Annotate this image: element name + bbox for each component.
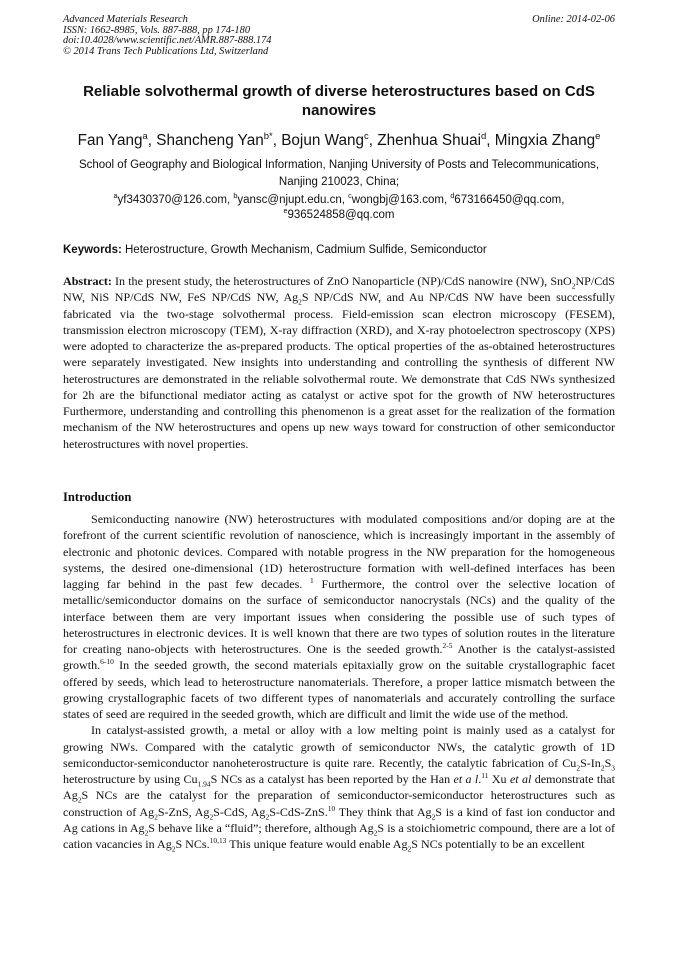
section-heading-introduction: Introduction xyxy=(63,490,132,504)
paper-title: Reliable solvothermal growth of diverse heterostructures based on CdS nanowires xyxy=(83,83,595,119)
journal-header xyxy=(63,15,615,57)
issn-line: ISSN: 1662-8985, Vols. 887-888, pp 174-180 xyxy=(63,24,251,36)
online-date: Online: 2014-02-06 xyxy=(532,14,615,25)
keywords-text: Heterostructure, Growth Mechanism, Cadmium Sulfide, Semiconductor xyxy=(121,244,487,256)
author-marker: d xyxy=(481,130,487,142)
email-address: 936524858@qq.com xyxy=(287,209,395,221)
author-marker: e xyxy=(595,130,601,142)
paragraph: In catalyst-assisted growth, a metal or alloy with a low melting point is mainly used as a catalyst for growing NWs. Compared with the catalytic growth of semiconductor NWs, the catalytic growth of 1D semiconductor-semiconductor nanoheterostructure is quite rare. Recently, the catalytic fabrication of $Cu_2S-In_2S_3$ heterostructure by using $Cu_{1.94}S$ NCs as a catalyst has been reported by the Han et a l.$^{11}$ Xu et al demonstrate that $Ag_2S$ NCs are the catalyst for the preparation of semiconductor-semiconductor heterostructures such as construction of $Ag_2S$-ZnS, $Ag_2S$-CdS, $Ag_2S-CdS-ZnS.^{10}$ They think that $Ag_2S$ is a kind of fast ion conductor and Ag cations in $Ag_2S$ behave like a “fluid”; therefore, although $Ag_2S$ is a stoichiometric compound, there are a lot of cation vacancies in $Ag_2S$ NCs.$^{10,13}$ This unique feature would enable $Ag_2S$ NCs potentially to be an excellent xyxy=(63,723,616,854)
author-marker: b* xyxy=(263,130,273,142)
author-name: Fan Yang xyxy=(77,132,143,149)
author-marker: c xyxy=(364,130,369,142)
paragraph: Semiconducting nanowire (NW) heterostructures with modulated compositions and/or doping are at the forefront of the current scientific revolution of nanoscience, which is increasingly important in the assembly of electronic and photonic devices. Compared with notable progress in the NW preparation for the homogeneous systems, the desired one-dimensional (1D) heterostructure formation with well-defined interfaces has been lagging far behind in the past few decades. $^1$ Furthermore, the control over the selective location of metallic/semiconductor domains on the surface of semiconductor nanocrystals (NCs) and the quality of the interface between them are very important issues when considering the possible use of such types of heterostructures in electronic devices. It is well known that there are two types of solution routes in the literature for creating nano-objects with heterostructures. One is the seeded growth.$^{2-5}$ Another is the catalyst-assisted growth.$^{6-10}$ In the seeded growth, the second materials epitaxially grow on the suitable crystallographic facet offered by seeds, which lead to heterostructure nanomaterials. Therefore, a proper lattice mismatch between the growing crystallographic facets of two different types of nanomaterials and accurately controlling the surface states of seed are required in the seeded growth, which are difficult and limit the wide use of the method. xyxy=(63,512,615,721)
abstract-label: Abstract: xyxy=(63,274,112,288)
author-name: Zhenhua Shuai xyxy=(377,132,481,149)
email-list: $^a$yf3430370@126.com, $^b$yansc@njupt.edu.cn, $^c$wongbj@163.com, $^d$673166450@qq.com, $^e$936524858@qq.com xyxy=(113,192,565,221)
doi-line: doi:10.4028/www.scientific.net/AMR.887-888.174 xyxy=(63,35,272,47)
email-address: wongbj@163.com xyxy=(351,194,444,206)
author-list: Fan Yang$^a$, Shancheng Yan$^{b*}$, Bojun Wang$^c$, Zhenhua Shuai$^d$, Mingxia Zhang$^e$ xyxy=(77,130,601,149)
keywords-label: Keywords: xyxy=(63,244,122,256)
author-marker: a xyxy=(142,130,148,142)
author-name: Mingxia Zhang xyxy=(494,132,596,149)
email-address: yansc@njupt.edu.cn xyxy=(237,194,342,206)
keywords xyxy=(63,243,615,258)
author-name: Bojun Wang xyxy=(281,132,364,149)
email-address: 673166450@qq.com xyxy=(454,194,562,206)
email-address: yf3430370@126.com xyxy=(117,194,227,206)
abstract: Abstract: In the present study, the heterostructures of ZnO Nanoparticle (NP)/CdS nanowire (NW), SnO$_2$NP/CdS NW, NiS NP/CdS NW, FeS NP/CdS NW, $Ag_2S$ NP/CdS NW, and Au NP/CdS NW have been successfully fabricated via the two-stage solvothermal process. Field-emission scan electron microscopy (FESEM), transmission electron microscopy (TEM), X-ray diffraction (XRD), and X-ray photoelectron spectroscopy (XPS) were adopted to characterize the as-prepared products. The optical properties of the as-obtained heterostructures were separately investigated. New insights into understanding and controlling the synthesis of different NW heterostructures are demonstrated in the reliable solvothermal route. We demonstrate that CdS NWs synthesized for 2h are the bifunctional mediator acting as catalyst or active spot for the growth of NW heterostructures Furthermore, understanding and controlling this phenomenon is a great asset for the realization of the formation mechanism of the NW heterostructures and opens up new ways toward for construction of other semiconductor heterostructures with novel properties. xyxy=(63,274,615,451)
copyright-line: © 2014 Trans Tech Publications Ltd, Switzerland xyxy=(63,45,269,57)
author-name: Shancheng Yan xyxy=(156,132,264,149)
introduction-body xyxy=(63,511,615,852)
affiliation: School of Geography and Biological Information, Nanjing University of Posts and Telecommunications, Nanjing 210023, China; xyxy=(78,159,600,188)
journal-name: Advanced Materials Research xyxy=(63,14,188,25)
